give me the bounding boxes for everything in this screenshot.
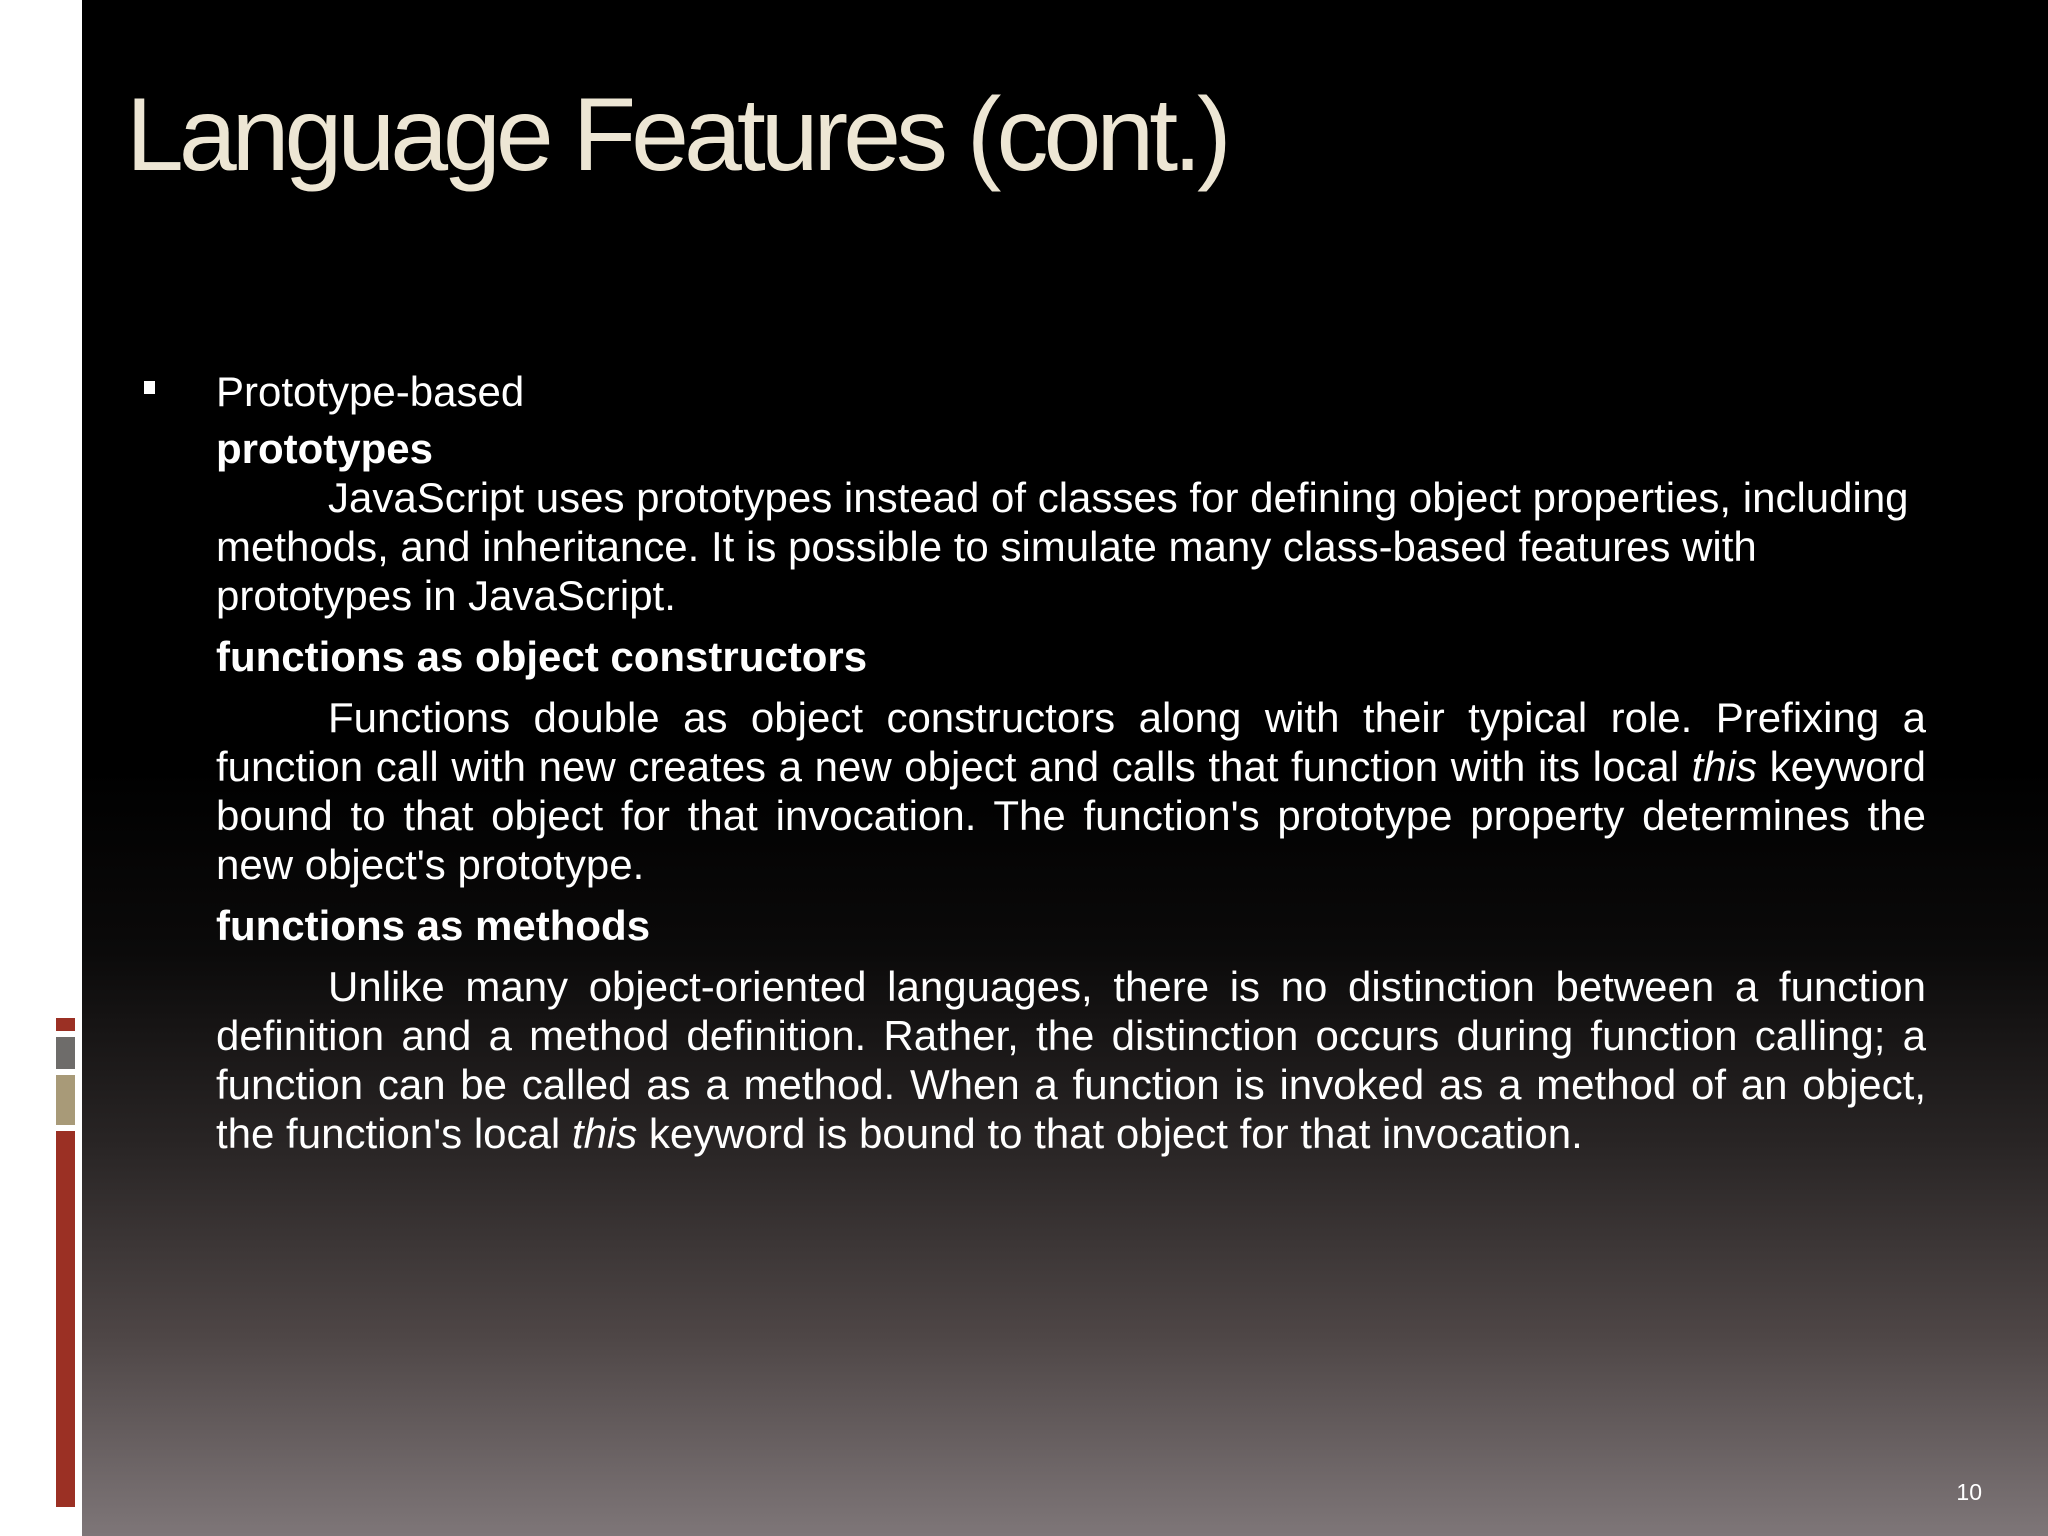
emphasis-text: this bbox=[571, 1110, 638, 1157]
section-paragraph bbox=[216, 962, 1926, 1158]
page-number: 10 bbox=[1956, 1479, 1982, 1505]
paragraph-text: Functions double as object constructors along with their typical role. Prefixing a function call with new creates a new object and calls that function with its local bbox=[216, 694, 1926, 790]
section-heading: functions as methods bbox=[216, 902, 651, 949]
section-functions-as-methods bbox=[216, 901, 1926, 1158]
paragraph-text: Unlike many object-oriented languages, there is no distinction between a function definition and a method definition. Rather, the distinction occurs during function calling; a function can be called as a method. When a function is invoked as a method of an object, the function's local bbox=[216, 963, 1926, 1157]
section-functions-as-object-constructors bbox=[216, 632, 1926, 889]
section-prototypes bbox=[216, 424, 1926, 620]
frame-lines-decoration bbox=[50, 96, 82, 236]
paragraph-text: keyword is bound to that object for that invocation. bbox=[637, 1110, 1583, 1157]
emphasis-text: this bbox=[1691, 743, 1757, 790]
section-heading: functions as object constructors bbox=[216, 633, 868, 680]
square-bullet-icon bbox=[144, 381, 155, 394]
accent-block-red-tall bbox=[56, 1131, 75, 1507]
slide-title: Language Features (cont.) bbox=[126, 77, 1227, 193]
bullet-text: Prototype-based bbox=[216, 368, 525, 415]
accent-block-tan bbox=[56, 1075, 75, 1125]
slide-body bbox=[216, 360, 1926, 1158]
section-paragraph: JavaScript uses prototypes instead of classes for defining object properties, including methods, and inheritance. It is possible to simulate many class-based features with prototypes in JavaScript. bbox=[216, 474, 1909, 619]
section-heading: prototypes bbox=[216, 425, 434, 472]
section-paragraph bbox=[216, 693, 1926, 889]
accent-block-red-small bbox=[56, 1018, 75, 1031]
accent-block-gray bbox=[56, 1037, 75, 1069]
paragraph-text: keyword bound to that object for that invocation. The function's prototype property determines the new object's prototype. bbox=[216, 743, 1926, 888]
